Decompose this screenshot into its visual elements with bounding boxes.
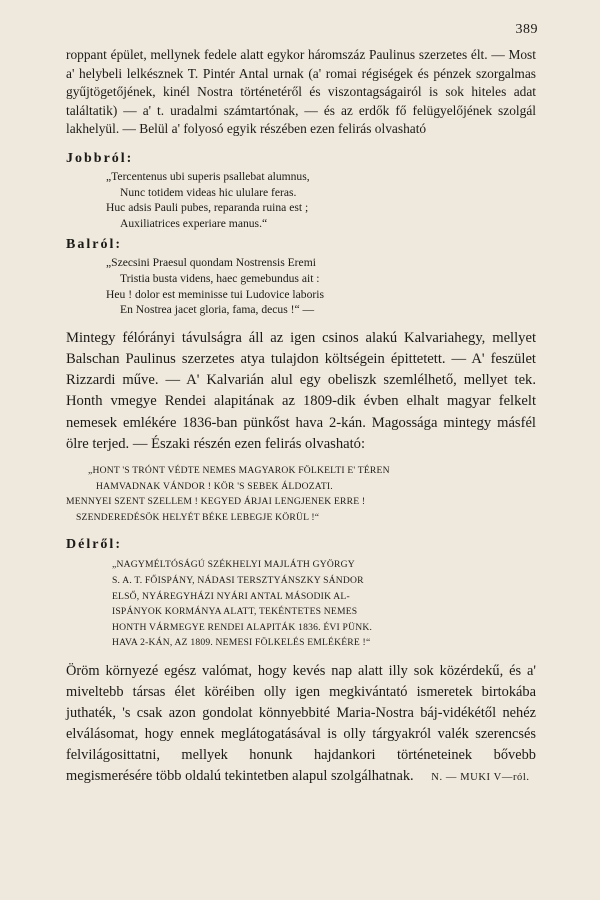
- inscription-line: „HONT 'S TRÓNT VÉDTE NEMES MAGYAROK FÖLKELTI E' TÉREN: [88, 464, 390, 476]
- inscription-line: Huc adsis Pauli pubes, reparanda ruina est ;: [106, 201, 309, 215]
- inscription-line: S. A. T. FŐISPÁNY, NÁDASI TERSZTYÁNSZKY SÁNDOR: [112, 574, 364, 586]
- page-number: 389: [515, 22, 538, 37]
- inscription-line: Nunc totidem videas hic ululare feras.: [120, 185, 297, 199]
- inscription-line: SZENDEREDÉSÖK HELYÉT BÉKE LEBEGJE KÖRÜL !“: [76, 511, 320, 523]
- inscription-line: „NAGYMÉLTÓSÁGÚ SZÉKHELYI MAJLÁTH GYÖRGY: [112, 559, 355, 571]
- inscription-line: En Nostrea jacet gloria, fama, decus !“ —: [120, 303, 315, 317]
- eszak-inscription: [66, 463, 536, 525]
- inscription-line: HAMVADNAK VÁNDOR ! KÖR 'S SEBEK ÁLDOZATI.: [96, 480, 333, 492]
- inscription-line: „Tercentenus ubi superis psallebat alumnus,: [106, 169, 310, 183]
- paragraph-closing: [66, 661, 536, 788]
- inscription-line: „Szecsini Praesul quondam Nostrensis Eremi: [106, 256, 316, 270]
- delrol-label: Délről:: [66, 537, 122, 553]
- inscription-line: ELSŐ, NYÁREGYHÁZI NYÁRI ANTAL MÁSODIK AL-: [112, 590, 350, 602]
- jobbrol-label: Jobbról:: [66, 150, 134, 166]
- closing-text: Öröm környezé egész valómat, hogy kevés nap alatt illy sok közérdekű, és a' miveltebb társas élet köréiben olly igen megkivántató ismeretek birtokába juthaték, 's csak azon gondolat könnyebbité Maria-Nostra báj-vidékétől nehéz elválásomat, hogy ennek meglátogatásával is olly tárgyakról valék szerencsés felvilágosittatni, mellyek honunk hajdankori történeteinek bővebb megismerésére több oldalú tekintetben alapul szolgálhatnak.: [66, 662, 536, 784]
- text-column: [66, 46, 536, 788]
- inscription-line: HONTH VÁRMEGYE RENDEI ALAPITÁK 1836. ÉVI PÜNK.: [112, 621, 373, 633]
- balrol-label: Balról:: [66, 237, 122, 253]
- inscription-line: Auxiliatrices experiare manus.“: [120, 216, 268, 230]
- inscription-line: MENNYEI SZENT SZELLEM ! KEGYED ÁRJAI LENGJENEK ERRE !: [66, 496, 366, 508]
- inscription-line: ISPÁNYOK KORMÁNYA ALATT, TEKÉNTETES NEMES: [112, 606, 358, 618]
- balrol-inscription: [66, 255, 536, 317]
- paragraph-kalvaria: Mintegy félórányi távulságra áll az igen csinos alakú Kalvariahegy, mellyet Balschan Paulinus szerzetes atya tulajdon költségein épittetett. — A' feszület Rizzardi műve. — A' Kalvarián alul egy obeliszk szemlélhető, mellyet tek. Honth vmegye Rendei alapitának az 1809-dik évben elhalt magyar felkelt nemesek emlékére 1836-ban pünkőst hava 2-kán. Magossága mintegy másfél ölre terjed. — Északi részén ezen felirás olvasható:: [66, 329, 536, 452]
- paragraph-intro: roppant épület, mellynek fedele alatt egykor háromszáz Paulinus szerzetes élt. — Most a' helybeli lelkésznek T. Pintér Antal urnak (a' romai régiségek és pénzek szorgalmas gyűjtögetőjének, kinél Nostra történetéről és viszontagságairól is sok hiteles adat találtatik) — a' t. uradalmi számtartónak, — és az erdők fő felügyelőjének szolgál lakhelyül. — Belül a' folyosó egyik részében ezen felirás olvasható: [66, 47, 536, 137]
- inscription-line: HAVA 2-KÁN, AZ 1809. NEMESI FÖLKELÉS EMLÉKÉRE !“: [112, 637, 371, 649]
- inscription-line: Heu ! dolor est meminisse tui Ludovice laboris: [106, 287, 324, 301]
- delrol-inscription: [66, 557, 536, 651]
- jobbrol-inscription: [66, 169, 536, 231]
- signature: N. — MUKI V—ról.: [431, 771, 530, 783]
- inscription-line: Tristia busta videns, haec gemebundus ait :: [120, 271, 320, 285]
